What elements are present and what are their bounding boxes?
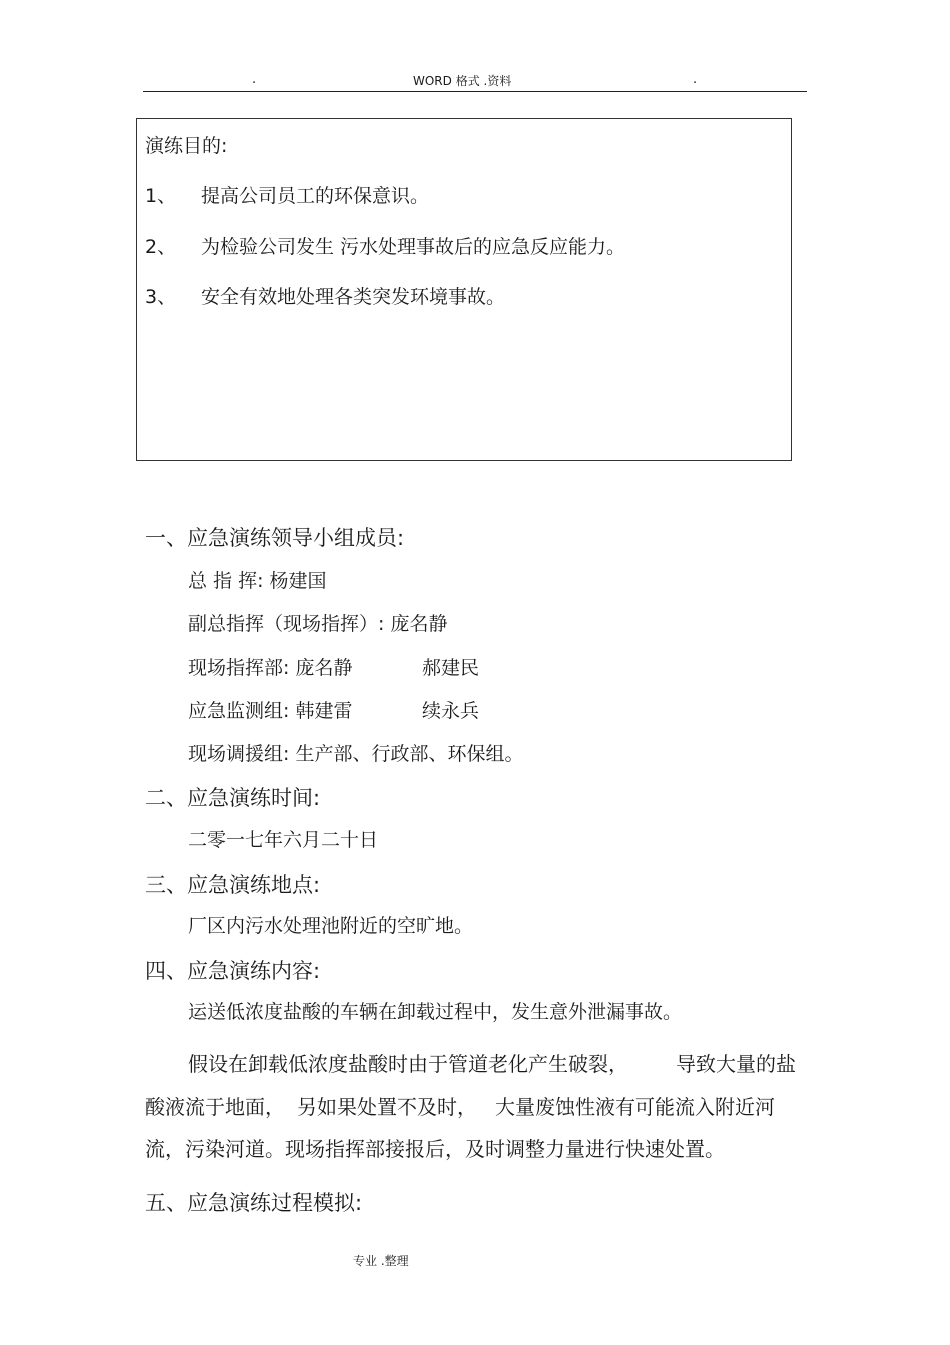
purpose-title: 演练目的: xyxy=(145,135,228,157)
purpose-item-3-number: 3、 xyxy=(145,286,177,308)
section-5-heading: 五、应急演练过程模拟: xyxy=(145,1191,363,1215)
scenario-line-1b: 导致大量的盐 xyxy=(676,1052,796,1076)
section-4-heading: 四、应急演练内容: xyxy=(145,959,321,983)
section-2-heading: 二、应急演练时间: xyxy=(145,786,321,810)
site-command-name-1: 庞名静 xyxy=(295,657,353,679)
site-command-label: 现场指挥部: xyxy=(188,657,290,679)
support-group-row xyxy=(188,739,523,766)
section-4-content: 运送低浓度盐酸的车辆在卸载过程中，发生意外泄漏事故。 xyxy=(188,1001,683,1023)
purpose-item-2-text: 为检验公司发生 污水处理事故后的应急反应能力。 xyxy=(201,236,626,258)
purpose-item-1-number: 1、 xyxy=(145,185,177,207)
deputy-commander-label: 副总指挥（现场指挥）: xyxy=(188,613,385,635)
monitoring-group-row xyxy=(188,696,352,723)
site-command-row xyxy=(188,653,352,680)
header-dot-left: . xyxy=(252,72,257,87)
scenario-line-2c: 大量废蚀性液有可能流入附近河 xyxy=(495,1095,775,1119)
header-rule xyxy=(143,91,807,92)
header-dot-right: . xyxy=(693,72,698,87)
section-3-heading: 三、应急演练地点: xyxy=(145,873,321,897)
scenario-line-1a: 假设在卸载低浓度盐酸时由于管道老化产生破裂， xyxy=(188,1052,628,1076)
deputy-commander-name: 庞名静 xyxy=(390,613,448,635)
monitoring-group-name-1: 韩建雷 xyxy=(295,700,353,722)
purpose-item-2-number: 2、 xyxy=(145,236,177,258)
header-title: WORD 格式 .资料 xyxy=(413,74,512,88)
site-command-name-2: 郝建民 xyxy=(422,657,480,679)
commander-row xyxy=(188,566,327,593)
scenario-line-3: 流，污染河道。现场指挥部接报后，及时调整力量进行快速处置。 xyxy=(145,1137,725,1161)
footer-text: 专业 .整理 xyxy=(353,1254,409,1268)
commander-name: 杨建国 xyxy=(269,570,327,592)
purpose-item-3-text: 安全有效地处理各类突发环境事故。 xyxy=(201,286,506,308)
section-1-heading: 一、应急演练领导小组成员: xyxy=(145,526,405,550)
support-group-label: 现场调援组: xyxy=(188,743,290,765)
scenario-line-2b: 另如果处置不及时， xyxy=(297,1095,477,1119)
support-group-names: 生产部、行政部、环保组。 xyxy=(295,743,524,765)
monitoring-group-label: 应急监测组: xyxy=(188,700,290,722)
scenario-line-2a: 酸液流于地面， xyxy=(145,1095,285,1119)
commander-label: 总 指 挥: xyxy=(188,570,264,592)
section-2-content: 二零一七年六月二十日 xyxy=(188,829,379,851)
section-3-content: 厂区内污水处理池附近的空旷地。 xyxy=(188,915,474,937)
purpose-item-1-text: 提高公司员工的环保意识。 xyxy=(201,185,430,207)
monitoring-group-name-2: 续永兵 xyxy=(422,700,480,722)
deputy-commander-row xyxy=(188,609,447,636)
